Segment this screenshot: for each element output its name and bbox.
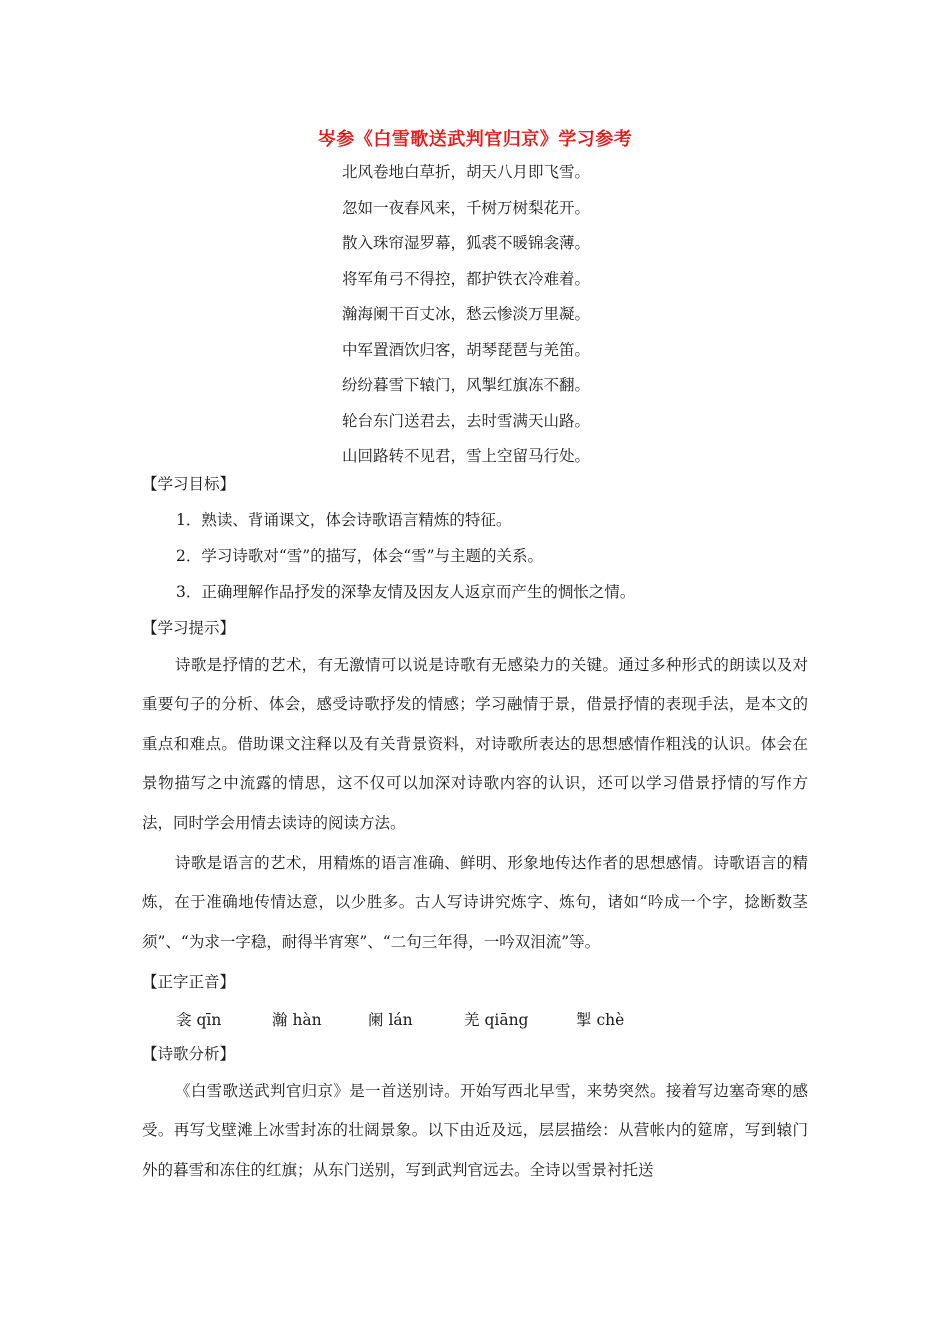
pronunciation-char: 掣 (576, 1011, 592, 1029)
pronunciation-heading: 【正字正音】 (142, 973, 236, 991)
poem-line: 中军置酒饮归客，胡琴琵琶与羌笛。 (342, 340, 591, 359)
pronunciation-pinyin: chè (596, 1011, 625, 1029)
goal-item: 3．正确理解作品抒发的深挚友情及因友人返京而产生的惆怅之情。 (176, 583, 636, 601)
pronunciation-char: 阑 (368, 1011, 384, 1029)
poem-line: 忽如一夜春风来，千树万树梨花开。 (342, 198, 591, 217)
poem-line: 山回路转不见君，雪上空留马行处。 (342, 447, 591, 465)
pronunciation-item (176, 1006, 221, 1034)
poem-line: 纷纷暮雪下辕门，风掣红旗冻不翻。 (342, 376, 591, 394)
goal-item: 1．熟读、背诵课文，体会诗歌语言精炼的特征。 (176, 511, 512, 529)
pronunciation-char: 瀚 (272, 1011, 288, 1029)
pronunciation-item (272, 1006, 322, 1034)
tips-heading: 【学习提示】 (142, 619, 236, 637)
tips-paragraph: 诗歌是抒情的艺术，有无激情可以说是诗歌有无感染力的关键。通过多种形式的朗读以及对重要句子的分析、体会，感受诗歌抒发的情感；学习融情于景，借景抒情的表现手法，是本文的重点和难点。借助课文注释以及有关背景资料，对诗歌所表达的思想感情作粗浅的认识。体会在景物描写之中流露的情思，这不仅可以加深对诗歌内容的认识，还可以学习借景抒情的写作方法，同时学会用情去读诗的阅读方法。 (142, 656, 808, 832)
pronunciation-char: 衾 (176, 1011, 192, 1029)
pronunciation-pinyin: qīn (196, 1011, 222, 1029)
pronunciation-char: 羌 (464, 1011, 480, 1029)
analysis-heading: 【诗歌分析】 (142, 1045, 236, 1063)
pronunciation-item (576, 1006, 624, 1034)
poem-line: 散入珠帘湿罗幕，狐裘不暖锦衾薄。 (342, 234, 591, 252)
pronunciation-pinyin: lán (388, 1011, 413, 1029)
tips-paragraph: 诗歌是语言的艺术，用精炼的语言准确、鲜明、形象地传达作者的思想感情。诗歌语言的精炼，在于准确地传情达意，以少胜多。古人写诗讲究炼字、炼句，诸如“吟成一个字，捻断数茎须”、“为求一字稳，耐得半宵寒”、“二句三年得，一吟双泪流”等。 (142, 854, 808, 951)
poem-block (342, 158, 590, 478)
pronunciation-pinyin: hàn (292, 1011, 322, 1029)
pronunciation-pinyin: qiāng (484, 1011, 529, 1029)
pronunciation-item (464, 1006, 528, 1034)
analysis-paragraph: 《白雪歌送武判官归京》是一首送别诗。开始写西北早雪，来势突然。接着写边塞奇寒的感受。再写戈壁滩上冰雪封冻的壮阔景象。以下由近及远，层层描绘：从营帐内的筵席，写到辕门外的暮雪和冻住的红旗；从东门送别，写到武判官远去。全诗以雪景衬托送 (142, 1082, 808, 1179)
poem-line: 将军角弓不得控，都护铁衣冷难着。 (342, 269, 591, 288)
poem-line: 北风卷地白草折，胡天八月即飞雪。 (342, 163, 591, 181)
poem-line: 轮台东门送君去，去时雪满天山路。 (342, 411, 591, 430)
poem-line: 瀚海阑干百丈冰，愁云惨淡万里凝。 (342, 305, 591, 323)
pronunciation-item (368, 1006, 413, 1034)
goal-item: 2．学习诗歌对“雪”的描写，体会“雪”与主题的关系。 (176, 547, 544, 565)
goals-heading: 【学习目标】 (142, 475, 236, 493)
document-title: 岑参《白雪歌送武判官归京》学习参考 (317, 129, 633, 150)
